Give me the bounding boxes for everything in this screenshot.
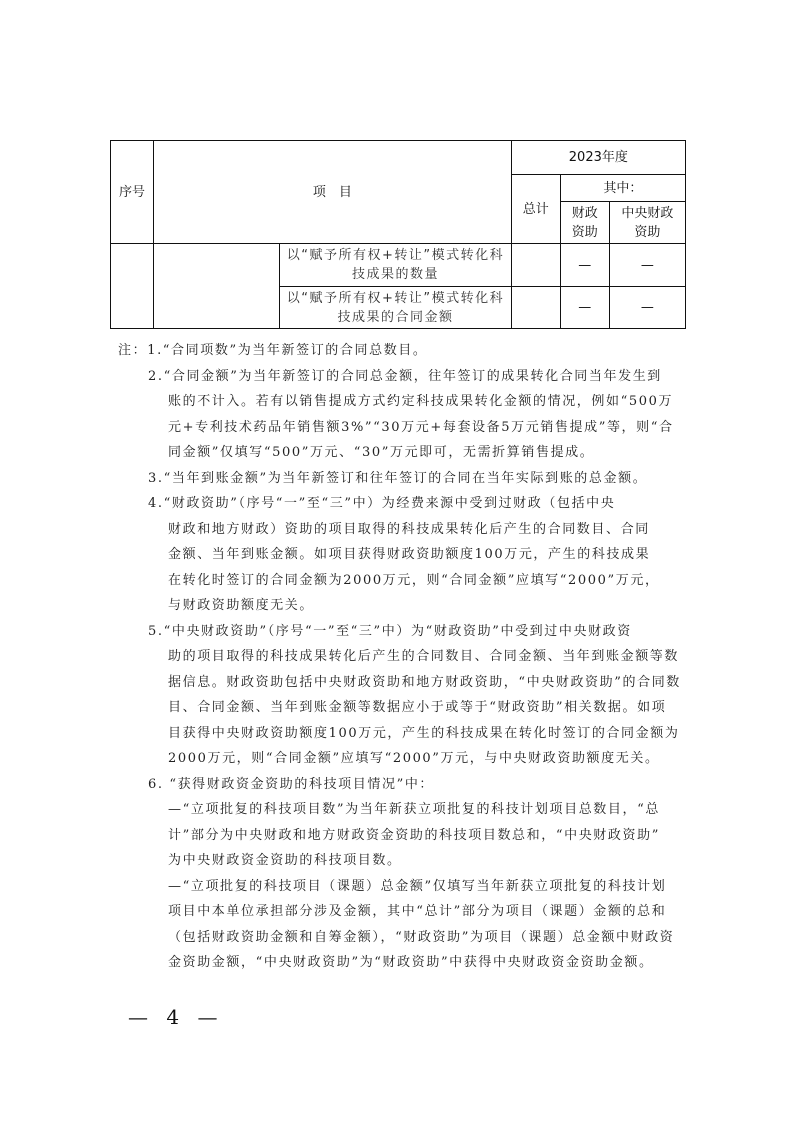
notes-section: [118, 338, 690, 976]
note-line: 与财政资助额度无关。: [168, 598, 315, 613]
header-of-which: 其中：: [560, 175, 685, 202]
note-line: 为中央财政资金资助的科技项目数。: [168, 853, 402, 868]
note-line: 目获得中央财政资助额度100万元，产生的科技成果在转化时签订的合同金额为: [168, 725, 680, 741]
header-total: 总计: [511, 175, 560, 244]
row-fiscal: —: [560, 244, 609, 287]
note-line: 金资助金额，“中央财政资助”为“财政资助”中获得中央财政资金资助金额。: [168, 955, 654, 970]
note-line: 6. “获得财政资金资助的科技项目情况”中：: [148, 776, 435, 792]
note-line: —“立项批复的科技项目（课题）总金额”仅填写当年新获立项批复的科技计划: [168, 878, 667, 894]
note-line: 据信息。财政资助包括中央财政资助和地方财政资助，“中央财政资助”的合同数: [168, 674, 681, 690]
row-fiscal: —: [560, 287, 609, 329]
row-total: [511, 287, 560, 329]
note-line: 助的项目取得的科技成果转化后产生的合同数目、合同金额、当年到账金额等数: [168, 649, 680, 664]
header-year: 2023年度: [511, 141, 685, 175]
note-line: 5.“中央财政资助”（序号“一”至“三”中）为“财政资助”中受到过中央财政资: [148, 623, 632, 639]
header-fiscal: 财政 资助: [560, 202, 609, 244]
row-serial: [111, 244, 154, 329]
note-line: 计”部分为中央财政和地方财政资金资助的科技项目数总和，“中央财政资助”: [168, 827, 660, 843]
note-line: 2.“合同金额”为当年新签订的合同总金额，往年签订的成果转化合同当年发生到: [148, 368, 662, 384]
row-total: [511, 244, 560, 287]
note-line: 元+专利技术药品年销售额3%”“30万元+每套设备5万元销售提成”等，则“合: [168, 419, 674, 435]
note-line: 3.“当年到账金额”为当年新签订和往年签订的合同在当年实际到账的总金额。: [148, 470, 648, 486]
header-central-fiscal: 中央财政 资助: [609, 202, 685, 244]
row-item: 以“赋予所有权+转让”模式转化科技成果的合同金额: [280, 287, 511, 329]
statistics-table: [110, 140, 686, 329]
note-line: —“立项批复的科技项目数”为当年新获立项批复的科技计划项目总数目，“总: [168, 802, 660, 817]
header-serial: 序号: [111, 141, 154, 244]
note-line: （包括财政资助金额和自筹金额），“财政资助”为项目（课题）总金额中财政资: [168, 929, 675, 945]
note-line: 2000万元，则“合同金额”应填写“2000”万元，与中央财政资助额度无关。: [168, 751, 660, 766]
note-line: 项目中本单位承担部分涉及金额，其中“总计”部分为项目（课题）金额的总和: [168, 904, 667, 919]
note-line: 同金额”仅填写“500”万元、“30”万元即可，无需折算销售提成。: [168, 445, 595, 460]
row-item: 以“赋予所有权+转让”模式转化科技成果的数量: [280, 244, 511, 287]
note-line: 注：1.“合同项数”为当年新签订的合同总数目。: [118, 343, 428, 358]
note-line: 4.“财政资助”（序号“一”至“三”中）为经费来源中受到过财政（包括中央: [148, 496, 616, 511]
row-category: [154, 244, 280, 329]
table-row: [111, 244, 686, 287]
note-line: 在转化时签订的合同金额为2000万元，则“合同金额”应填写“2000”万元，: [168, 572, 660, 588]
row-central: —: [609, 287, 685, 329]
note-line: 金额、当年到账金额。如项目获得财政资助额度100万元，产生的科技成果: [168, 547, 651, 562]
page-number: — 4 —: [128, 1005, 224, 1029]
note-line: 账的不计入。若有以销售提成方式约定科技成果转化金额的情况，例如“500万: [168, 394, 674, 409]
header-item: 项 目: [154, 141, 512, 244]
row-central: —: [609, 244, 685, 287]
note-line: 目、合同金额、当年到账金额等数据应小于或等于“财政资助”相关数据。如项: [168, 700, 667, 715]
note-line: 财政和地方财政）资助的项目取得的科技成果转化后产生的合同数目、合同: [168, 521, 650, 537]
